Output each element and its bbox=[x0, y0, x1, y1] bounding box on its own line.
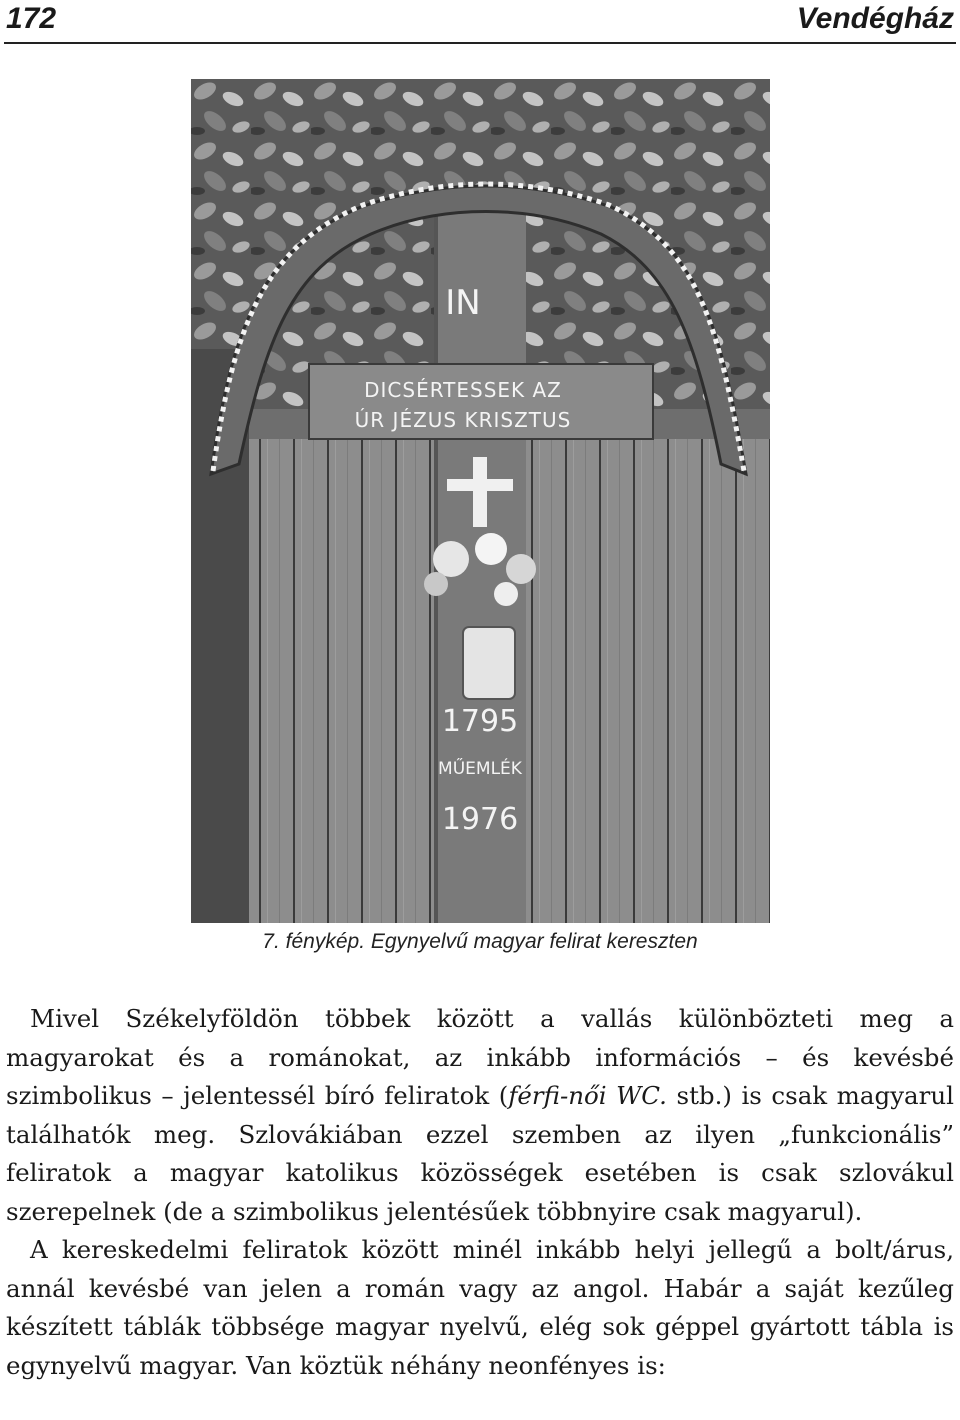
year-1976: 1976 bbox=[441, 802, 519, 837]
sign-text-line1: DICSÉRTESSEK AZ bbox=[364, 378, 562, 402]
paragraph-1 bbox=[6, 1000, 954, 1231]
running-header bbox=[6, 0, 954, 36]
body-text bbox=[6, 1000, 954, 1385]
paragraph-2: A kereskedelmi feliratok között minél inkább helyi jellegű a bolt/árus, annál kevésbé van jelen a román vagy az angol. Habár a saját kezűleg készített táblák többsége magyar nyelvű, elég sok géppel gyártott tábla is egynyelvű magyar. Van köztük néhány neonfényes is: bbox=[6, 1235, 954, 1380]
monument-label: MŰEMLÉK bbox=[438, 759, 522, 779]
header-rule bbox=[4, 42, 956, 44]
year-1795: 1795 bbox=[441, 704, 519, 739]
paragraph-1-part-b: stb.) is csak magyarul találhatók meg. Szlovákiában ezzel szemben az ilyen „funkcionális” feliratok a magyar katolikus közösségek esetében is csak szlovákul szerepelnek (de a szimbolikus jelentésűek többnyire csak magyarul). bbox=[6, 1081, 954, 1226]
inri-letters: IN bbox=[445, 283, 481, 323]
page-number: 172 bbox=[6, 2, 57, 35]
paragraph-1-part-a: Mivel Székelyföldön többek között a vallás különbözteti meg a magyarokat és a románokat, az inkább információs – és kevésbé szimbolikus – jelentessél bíró feliratok ( bbox=[6, 1004, 954, 1110]
running-title: Vendégház bbox=[796, 2, 954, 35]
photo-wayside-cross bbox=[191, 79, 770, 923]
paragraph-1-emphasis: férfi-női WC. bbox=[508, 1081, 667, 1110]
photo-caption: 7. fénykép. Egynyelvű magyar felirat kereszten bbox=[262, 930, 698, 953]
sign-text-line2: ÚR JÉZUS KRISZTUS bbox=[354, 408, 572, 432]
